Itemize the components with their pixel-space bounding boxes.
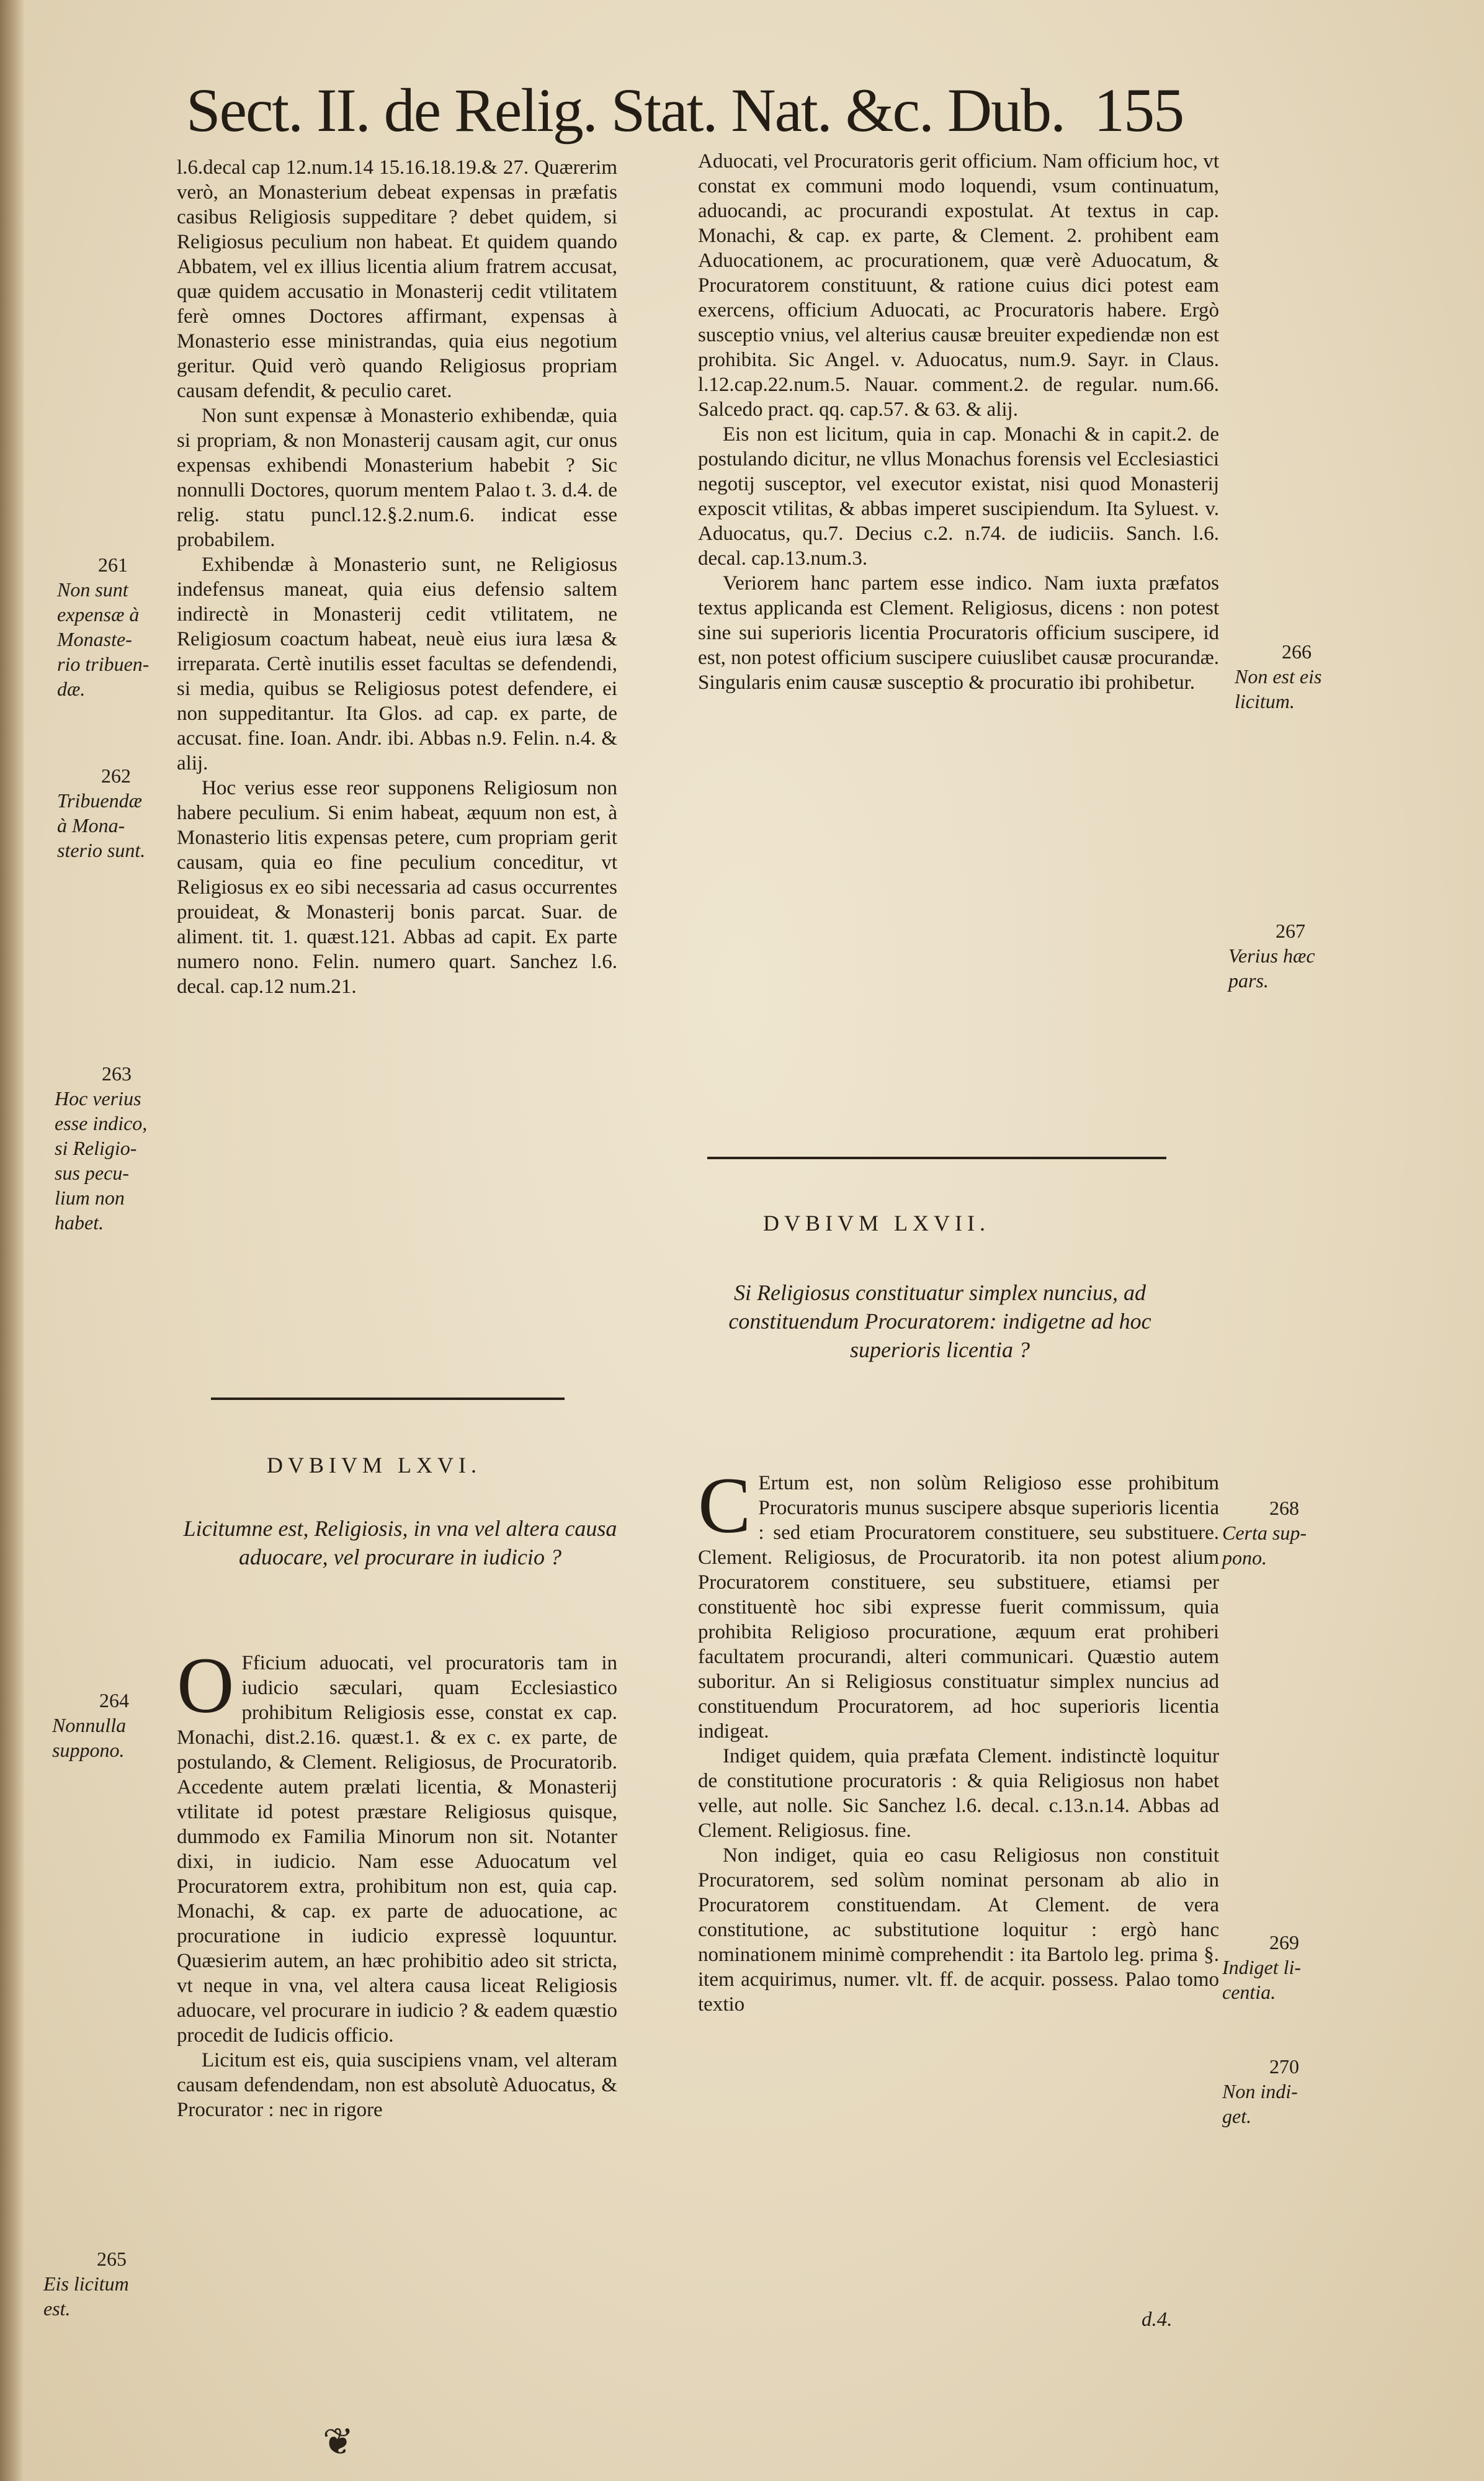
margin-note-267: 267 Verius hæc pars. <box>1228 920 1315 992</box>
right-column-lower <box>698 1461 1219 2017</box>
running-header <box>186 73 1204 148</box>
margin-note-266: 266 Non est eis licitum. <box>1235 640 1322 712</box>
margin-note-263: 263 Hoc verius esse indico, si Religio- sus pecu- lium non habet. <box>55 1062 148 1234</box>
margin-note-261: 261 Non sunt expensæ à Monaste- rio tribuen- dæ. <box>57 554 150 700</box>
left-paragraph-1: l.6.decal cap 12.num.14 15.16.18.19.& 27. Quærerim verò, an Monasterium debeat expensas in præfatis casibus Religiosis suppeditare ? debet quidem, si Religiosus peculium non habeat. Et quidem quando Abbatem, vel ex illius licentia alium fratrem accusat, quæ quidem accusatio in Monasterij cedit vtilitatem ferè omnes Doctores affirmant, expensas à Monasterio esse ministrandas, quia eius negotium geritur. Quid verò quando Religiosus propriam causam defendit, & peculio caret. <box>177 156 617 402</box>
margin-note-268: 268 Certa sup- pono. <box>1222 1497 1307 1569</box>
left-paragraph-4: Hoc verius esse reor supponens Religiosum non habere peculium. Si enim habeat, æquum non est, à Monasterio litis expensas petere, cum propriam gerit causam, quia eo fine peculium conceditur, vt Religiosus ex eo sibi necessaria ad casus occurrentes prouideat, & Monasterij bonis parcat. Suar. de aliment. tit. 1. quæst.121. Abbas ad capit. Ex parte numero nono. Felin. numero quart. Sanchez l.6. decal. cap.12 num.21. <box>177 777 617 998</box>
margin-note-269: 269 Indiget li- centia. <box>1222 1931 1302 2003</box>
catchword: d.4. <box>1142 2308 1173 2331</box>
left-question: Licitumne est, Religiosis, in vna vel altera causa aduocare, vel procurare in iudicio ? <box>183 1516 617 1569</box>
book-gutter <box>0 0 24 2481</box>
margin-note-265: 265 Eis licitum est. <box>43 2248 129 2320</box>
drop-cap-c: C <box>698 1461 751 1550</box>
left-paragraph-5 <box>177 1641 617 2048</box>
right-paragraph-3: Veriorem hanc partem esse indico. Nam iuxta præfatos textus applicanda est Clement. Religiosus, dicens : non potest sine sui superioris licentia Procuratoris officium suscipere, id est, non potest officium suscipere cuiuslibet causæ procurandæ. Singularis enim causæ susceptio & procuratio ibi prohibetur. <box>698 572 1219 694</box>
right-paragraph-2: Eis non est licitum, quia in cap. Monachi & in capit.2. de postulando dicitur, ne vllus Monachus forensis vel Ecclesiastici negotij susceptor, vel executor existat, nisi quod Monasterij exposcit vtilitas, & abbas imperet suscipiendum. Ita Syluest. v. Aduocatus, qu.7. Decius c.2. n.74. de iudiciis. Sanch. l.6. decal. cap.13.num.3. <box>698 423 1219 570</box>
left-paragraph-3: Exhibendæ à Monasterio sunt, ne Religiosus indefensus maneat, quia eius defensio saltem indirectè in Monasterij cedit vtilitatem, ne Religiosum coactum habeat, neuè eius iura læsa & irreparata. Certè inutilis esset facultas se defendendi, si media, quibus se Religiosus potest defendere, ei non suppeditantur. Ita Glos. ad cap. ex parte, de accusat. fine. Ioan. Andr. ibi. Abbas n.9. Felin. n.4. & alij. <box>177 554 617 774</box>
right-dubium-heading: DVBIVM LXVII. <box>763 1211 990 1236</box>
right-paragraph-6: Non indiget, quia eo casu Religiosus non constituit Procuratorem, sed solùm nominat personam ab alio in Procuratorem constituendam. At Clement. de vera constitutione, ac substitutione loquitur : ergò hanc nominationem minimè comprehendit : ita Bartolo leg. prima §. item acquirimus, numer. vlt. ff. de acquir. possess. Palao tomo textio <box>698 1844 1219 2016</box>
page-number: 155 <box>1094 76 1184 145</box>
margin-note-262: 262 Tribuendæ à Mona- sterio sunt. <box>57 765 146 861</box>
left-divider-rule <box>211 1398 565 1400</box>
left-column-upper <box>177 155 617 1359</box>
right-paragraph-4-text: Ertum est, non solùm Religioso esse prohibitum Procuratoris munus suscipere absque superioris licentia : sed etiam Procuratorem constituere, seu substituere. Clement. Religiosus, de Procuratorib. ita non potest alium Procuratorem constituere, seu substituere, etiamsi per constituentè hoc sibi expresse fuerit commissum, quia prohibita Religioso procuratione, æquum erat prohiberi facultatem procurandi, alteri communicari. Quæstio autem suboritur. An si Religiosus constituatur simplex nuncius ad constituendum Procuratorem, ad hoc superioris licentia indigeat. <box>698 1472 1219 1743</box>
left-paragraph-6: Licitum est eis, quia suscipiens vnam, vel alteram causam defendendam, non est absolutè Aduocatus, & Procurator : nec in rigore <box>177 2049 617 2121</box>
right-divider-rule <box>707 1157 1166 1159</box>
right-question: Si Religiosus constituatur simplex nuncius, ad constituendum Procuratorem: indigetne ad hoc superioris licentia ? <box>728 1280 1151 1362</box>
running-title: Sect. II. de Relig. Stat. Nat. &c. Dub. <box>186 76 1065 145</box>
drop-cap-o: O <box>177 1641 235 1730</box>
margin-note-264: 264 Nonnulla suppono. <box>52 1689 129 1761</box>
right-paragraph-4 <box>698 1461 1219 1744</box>
left-paragraph-5-text: Fficium aduocati, vel procuratoris tam in iudicio sæculari, quam Ecclesiastico prohibitum Religiosis esse, constat ex cap. Monachi, dist.2.16. quæst.1. & ex c. ex parte, de postulando, & Clement. Religiosus, de Procuratorib. Accedente autem prælati licentia, & Monasterij vtilitate id potest præstare Religiosus quisque, dummodo ex Familia Minorum non sit. Notanter dixi, in iudicio. Nam esse Aduocatum vel Procuratorem extra, prohibitum non est, quia cap. Monachi, & cap. ex parte de aduocatione, ac procuratione in iudicio expressè loquuntur. Quæsierim autem, an hæc prohibitio adeo sit stricta, vt neque in vna, vel altera causa liceat Religiosis aduocare, vel procurare in iudicio ? & eadem quæstio procedit de Iudicis officio. <box>177 1652 617 2047</box>
right-column-upper <box>698 149 1219 1117</box>
bottom-ornament-icon: ❦ <box>323 2420 354 2464</box>
left-column-lower <box>177 1641 617 2122</box>
right-paragraph-1: Aduocati, vel Procuratoris gerit officium. Nam officium hoc, vt constat ex communi modo loquendi, vsum continuatum, aduocandi, ac procurandi expostulat. At textus in cap. Monachi, & cap. ex parte, & Clement. 2. prohibent eam Aduocationem, ac procurationem, quæ verè Aduocatum, & Procuratorem constituunt, & ratione cuius dici potest eam exercens, officium Aduocati, ac Procuratoris habere. Ergò susceptio vnius, vel alterius causæ breuiter expediendæ non est prohibita. Sic Angel. v. Aduocatus, num.9. Sayr. in Claus. l.12.cap.22.num.5. Nauar. comment.2. de regular. num.66. Salcedo pract. qq. cap.57. & 63. & alij. <box>698 150 1219 421</box>
margin-note-270: 270 Non indi- get. <box>1222 2055 1299 2127</box>
left-dubium-heading: DVBIVM LXVI. <box>267 1453 481 1478</box>
right-paragraph-5: Indiget quidem, quia præfata Clement. indistinctè loquitur de constitutione procuratoris : & quia Religiosus non habet velle, aut nolle. Sic Sanchez l.6. decal. c.13.n.14. Abbas ad Clement. Religiosus. fine. <box>698 1745 1219 1842</box>
left-paragraph-2: Non sunt expensæ à Monasterio exhibendæ, quia si propriam, & non Monasterij causam agit, cur onus expensas exhibendi Monasterium habebit ? Sic nonnulli Doctores, quorum mentem Palao t. 3. d.4. de relig. statu puncl.12.§.2.num.6. indicat esse probabilem. <box>177 405 617 551</box>
